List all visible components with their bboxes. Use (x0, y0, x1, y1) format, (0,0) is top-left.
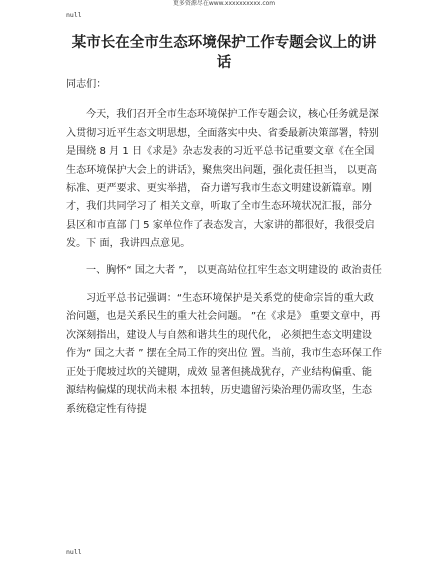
paragraph-section-1: 习近平总书记强调：“生态环境保护是关系党的使命宗旨的重大政治问题，也是关系民生的重大社会问题。 ”在《求是》 重要文章中，再次深刻指出，建设人与自然和谐共生的现代化， 必须把生态文明建设作为“ 国之大者 ” 摆在全局工作的突出位 置。当前，我市生态环保工作正处于爬坡过坎的关键期，成效 显著但挑战犹存，产业结构偏重、能源结构偏煤的现状尚未根 本扭转，历史遗留污染治理仍需攻坚，生态系统稳定性有待提 (66, 293, 383, 415)
greeting: 同志们： (66, 79, 107, 90)
section-heading-1: 一、胸怀“ 国之大者 ”， 以更高站位扛牢生态文明建设的 政治责任 (86, 264, 382, 276)
page-marker-bottom: null (66, 548, 82, 556)
page-marker-top: null (66, 11, 82, 19)
page-header-text: 更多资源尽在www.xxxxxxxxxx.com (172, 0, 276, 7)
document-body (66, 76, 382, 419)
document-title: 某市长在全市生态环境保护工作专题会议上的讲话 (71, 35, 377, 71)
paragraph-intro: 今天，我们召开全市生态环境保护工作专题会议，核心任务就是深入贯彻习近平生态文明思想，全面落实中央、省委最新决策部署，特别是围绕 8 月 1 日《求是》杂志发表的习近平总书记重要文章《在全国生态环境保护大会上的讲话》，聚焦突出问题，强化责任担当， 以更高标准、更严要求、更实举措， 奋力谱写我市生态文明建设新篇章。刚才，我们共同学习了 相关文章，听取了全市生态环境状况汇报，部分县区和市直部 门 5 家单位作了表态发言，大家讲的都很好，我很受启发。下 面，我讲四点意见。 (66, 109, 379, 250)
